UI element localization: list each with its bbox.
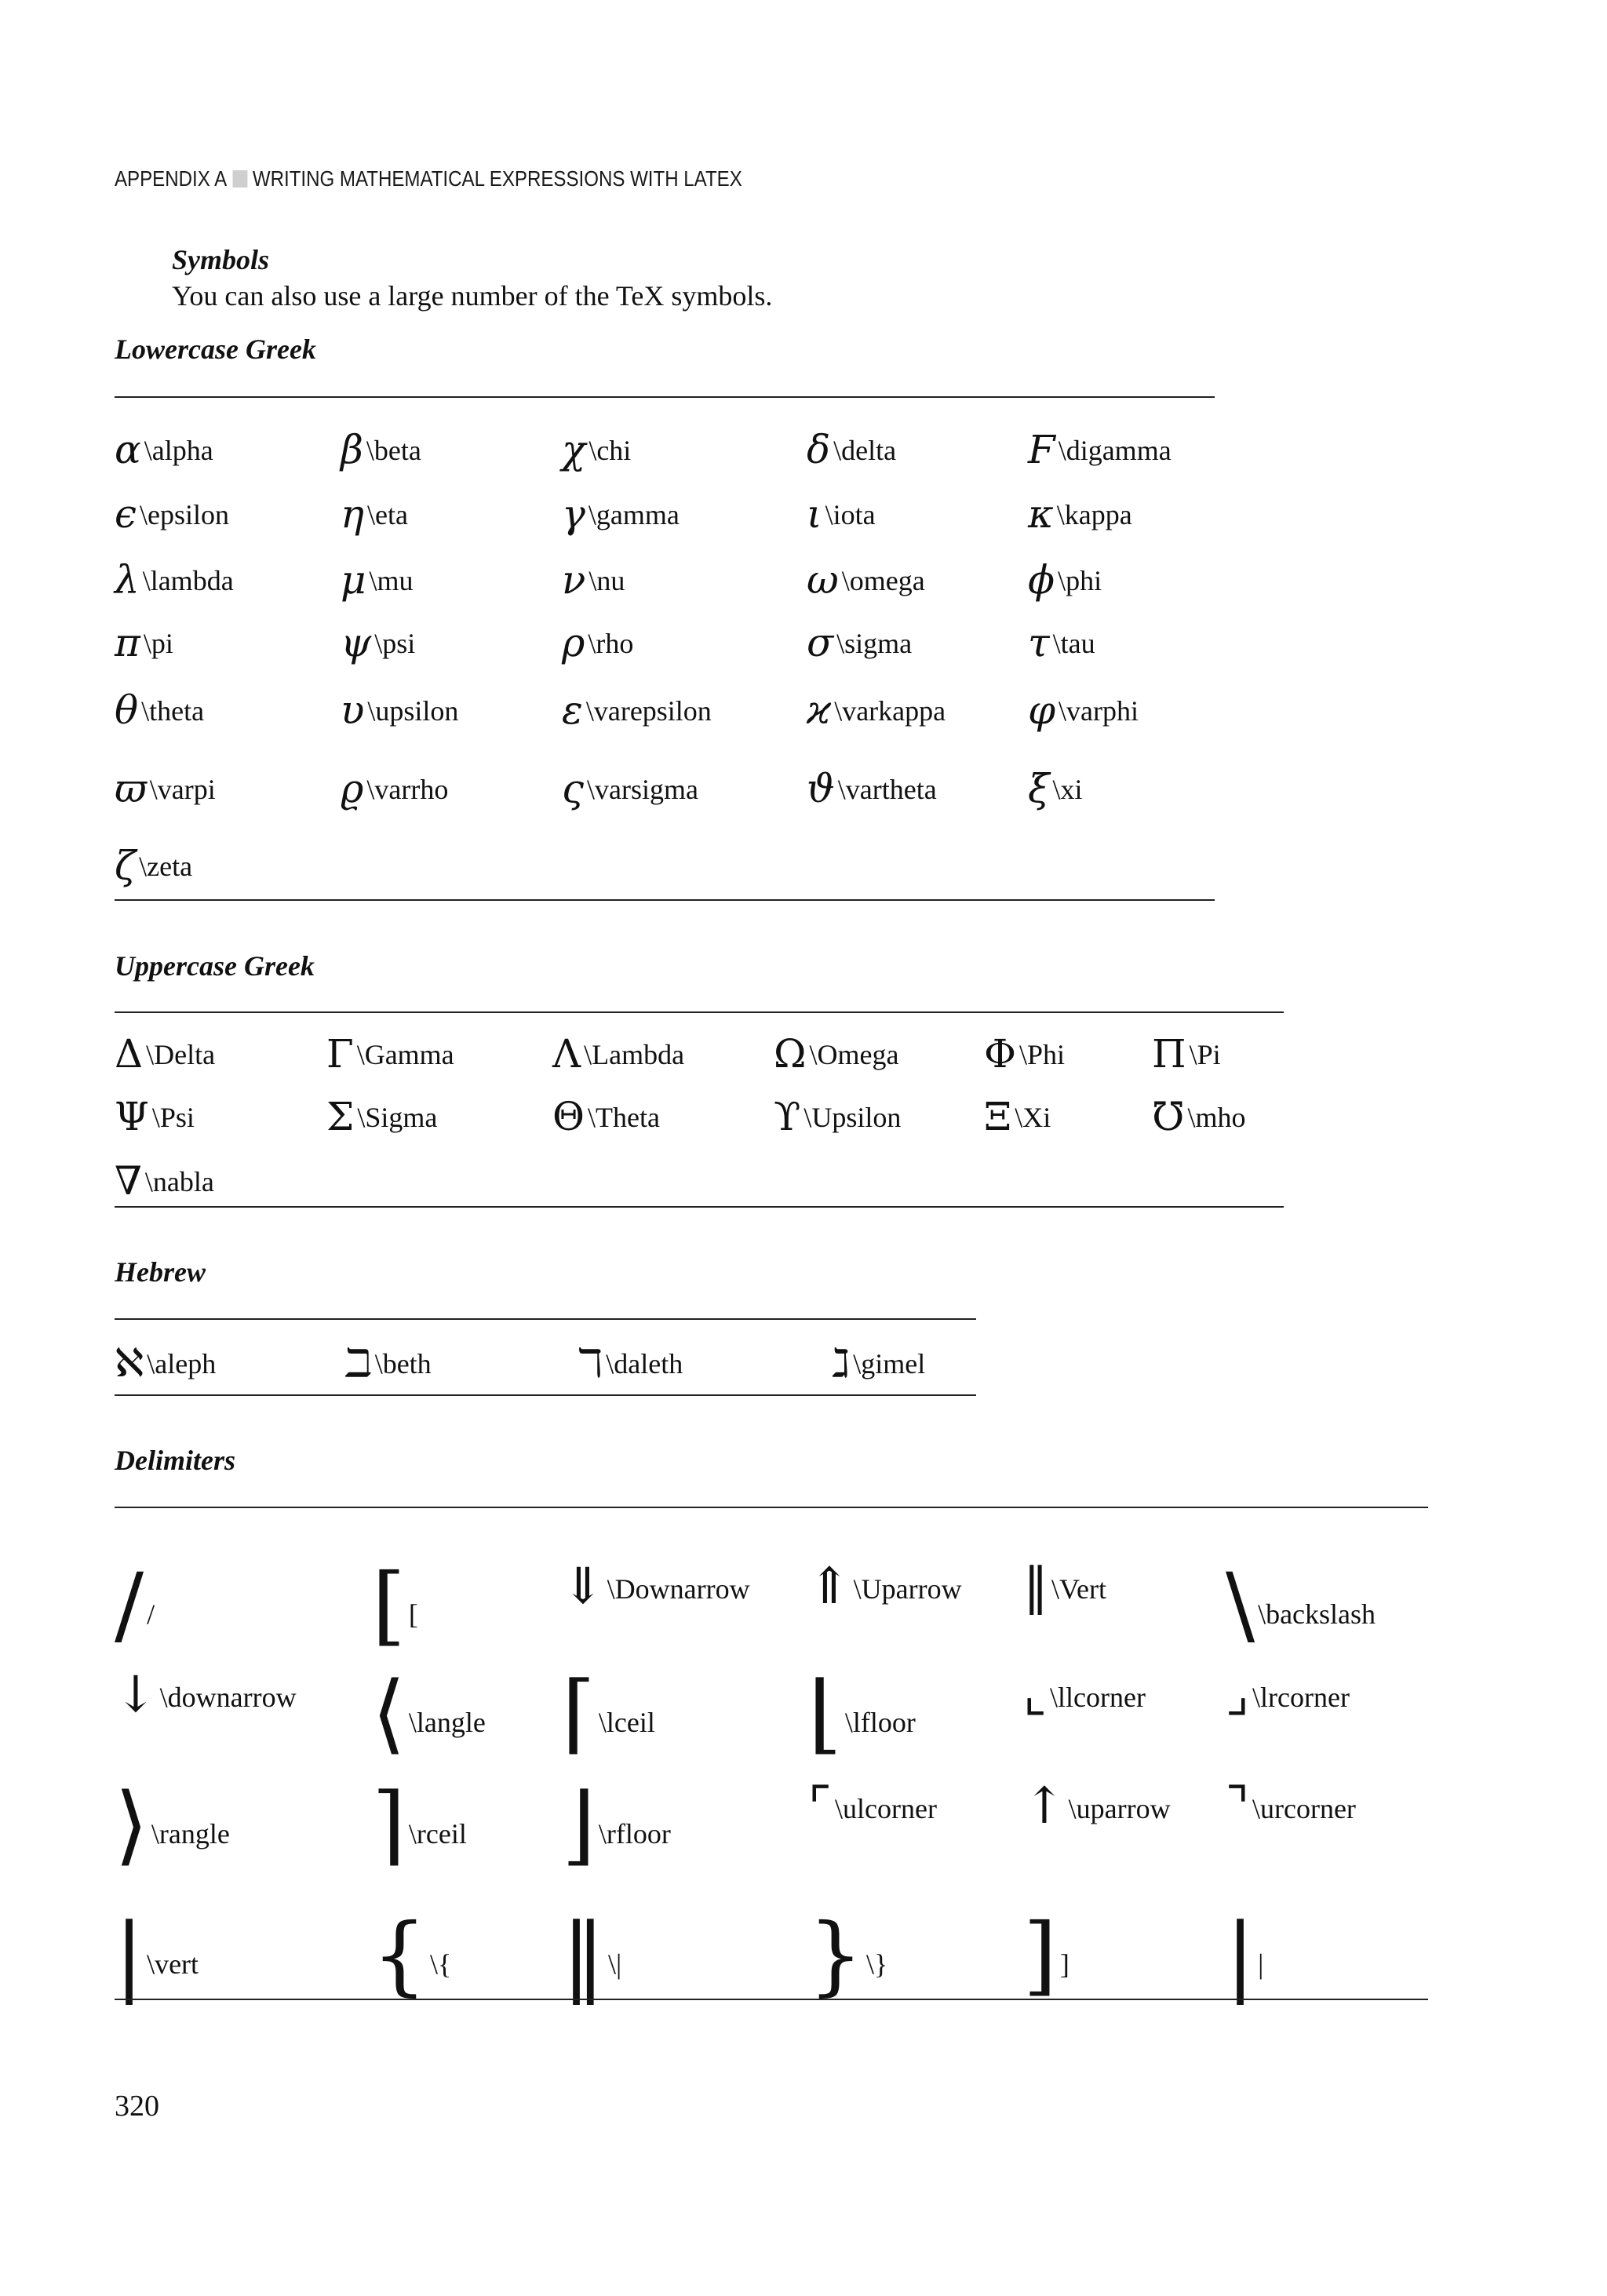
table-title-hebrew: Hebrew [115,1256,206,1288]
symbol-glyph: σ [807,620,834,665]
symbol-command: \mu [369,565,414,596]
symbol-entry [372,1554,418,1655]
symbol-entry [115,687,205,733]
symbol-entry [1226,1666,1350,1724]
symbol-entry [1028,557,1102,603]
symbol-command: \alpha [144,435,213,466]
symbol-glyph: ⌟ [1226,1666,1249,1724]
symbol-entry [808,1558,962,1616]
symbol-glyph: ⇑ [808,1558,851,1616]
symbol-glyph: π [115,620,140,665]
symbol-glyph: ‖ [562,1904,605,2005]
symbol-glyph: Γ [326,1031,354,1077]
symbol-command: \lrcorner [1252,1682,1350,1713]
symbol-glyph: α [115,427,141,472]
symbol-glyph: Σ [326,1094,355,1139]
symbol-glyph: λ [115,557,140,603]
intro-paragraph: You can also use a large number of the TeX symbols. [172,280,773,312]
symbol-entry [1028,491,1132,537]
symbol-command: \pi [143,628,173,659]
symbol-command: \Theta [588,1102,660,1133]
table-top-rule [115,1507,1428,1508]
symbol-command: | [1258,1948,1264,1980]
symbol-entry [1152,1094,1246,1139]
symbol-glyph: Δ [115,1031,144,1077]
symbol-command: / [147,1598,155,1630]
symbol-glyph: ℵ [115,1340,144,1386]
symbol-glyph: ϒ [774,1094,801,1139]
symbol-entry [115,557,234,603]
symbol-entry [341,766,449,811]
symbol-command: \Delta [146,1039,216,1070]
symbol-command: \vartheta [837,774,937,805]
symbol-entry [984,1031,1066,1077]
symbol-command: \rfloor [598,1818,671,1850]
symbol-command: \daleth [606,1348,683,1379]
symbol-command: \nu [589,565,625,596]
symbol-entry [1028,766,1083,811]
symbol-entry [562,491,680,537]
symbol-entry [372,1904,452,2005]
symbol-entry [562,687,712,733]
symbol-command: \Sigma [357,1102,438,1133]
symbol-glyph: ↑ [1023,1777,1066,1835]
symbol-command: \psi [374,628,416,659]
symbol-entry [341,687,459,733]
symbol-command: \varepsilon [585,695,712,727]
symbol-command: \chi [589,435,632,466]
symbol-glyph: Φ [984,1031,1016,1077]
symbol-glyph: ⟨ [372,1663,406,1763]
symbol-glyph: κ [1028,491,1054,537]
symbol-entry [345,1340,432,1386]
symbol-entry [326,1031,454,1077]
symbol-entry [1226,1904,1264,2005]
symbol-entry [341,491,408,537]
symbol-entry [341,557,414,603]
symbol-command: \xi [1052,774,1083,805]
symbol-command: \Lambda [584,1039,685,1070]
symbol-entry [1152,1031,1221,1077]
symbol-glyph: μ [341,557,366,603]
symbol-entry [1023,1777,1171,1835]
symbol-glyph: ξ [1028,766,1050,811]
symbol-glyph: } [808,1904,863,2005]
symbol-command: \eta [366,499,408,530]
symbol-glyph: | [115,1904,144,2005]
symbol-command: \Omega [809,1039,899,1070]
table-bottom-rule [115,1999,1428,2000]
symbol-entry [372,1774,467,1875]
page-number: 320 [115,2090,159,2123]
symbol-glyph: γ [562,491,585,537]
symbol-glyph: ⌊ [808,1663,842,1763]
symbol-command: \ulcorner [835,1793,937,1824]
symbol-entry [774,1094,902,1139]
symbol-glyph: ⌝ [1226,1777,1249,1835]
symbol-entry [562,766,698,811]
symbol-glyph: Λ [552,1031,581,1077]
symbol-glyph: / [115,1554,144,1655]
symbol-entry [562,620,634,665]
symbol-entry [1028,427,1172,472]
symbol-command: \vert [147,1948,199,1980]
symbol-glyph: ψ [341,620,372,665]
symbol-command: \varkappa [834,695,946,727]
symbol-entry [807,687,946,733]
symbol-glyph: τ [1028,620,1050,665]
table-title-lowercase-greek: Lowercase Greek [115,333,316,365]
table-bottom-rule [115,1394,976,1396]
symbol-entry [1023,1666,1146,1724]
symbol-glyph: ⟩ [115,1774,148,1875]
symbol-glyph: φ [1028,687,1056,733]
symbol-entry [115,1666,297,1724]
symbol-glyph: ↓ [115,1666,157,1724]
symbol-command: \lceil [598,1707,655,1738]
symbol-command: \varsigma [587,774,698,805]
symbol-glyph: Π [1152,1031,1186,1077]
symbol-glyph: ϵ [115,491,137,537]
symbol-glyph: ζ [115,843,137,888]
table-bottom-rule [115,899,1215,901]
symbol-glyph: θ [115,687,139,733]
symbol-command: \lfloor [844,1707,916,1738]
symbol-command: \Psi [151,1102,195,1133]
symbol-entry [984,1094,1051,1139]
symbol-command: \| [608,1948,622,1980]
symbol-command: \nabla [144,1166,214,1197]
symbol-command: \varphi [1059,695,1139,727]
symbol-entry [115,427,213,472]
symbol-entry [562,1904,622,2005]
symbol-glyph: ‖ [1023,1558,1048,1616]
symbol-glyph: ι [807,491,822,537]
symbol-command: \gamma [588,499,680,530]
symbol-command: [ [408,1598,418,1630]
symbol-entry [115,620,173,665]
symbol-command: \gimel [853,1348,926,1379]
symbol-glyph: Ϝ [1028,427,1055,472]
symbol-glyph: ⌉ [372,1774,406,1875]
symbol-glyph: ϱ [341,766,364,811]
symbol-glyph: δ [807,427,831,472]
symbol-glyph: ρ [562,620,585,665]
symbol-command: \urcorner [1252,1793,1356,1824]
symbol-command: \Uparrow [853,1573,962,1605]
symbol-glyph: ϕ [1028,557,1055,603]
symbol-glyph: ω [807,557,839,603]
symbol-glyph: { [372,1904,427,2005]
symbol-command: \delta [833,435,897,466]
symbol-entry [115,766,216,811]
symbol-entry [807,557,925,603]
symbol-glyph: ε [562,687,583,733]
symbol-entry [1226,1777,1356,1835]
symbol-entry [552,1094,660,1139]
symbol-entry [562,557,625,603]
symbol-entry [1028,687,1139,733]
symbol-command: \Pi [1189,1039,1221,1070]
symbol-entry [807,427,897,472]
symbol-entry [1023,1558,1106,1616]
symbol-entry [578,1340,683,1386]
symbol-glyph: Θ [552,1094,585,1139]
symbol-entry [807,620,913,665]
symbol-command: \rho [588,628,634,659]
symbol-command: \mho [1187,1102,1246,1133]
symbol-command: \varrho [366,774,449,805]
symbol-entry [562,1774,671,1875]
symbol-command: \omega [841,565,925,596]
symbol-command: \beta [366,435,421,466]
symbol-command: \zeta [139,851,193,882]
symbol-command: \Vert [1051,1573,1106,1605]
header-appendix: APPENDIX A [115,166,228,191]
symbol-command: \Xi [1015,1102,1051,1133]
symbol-command: \Downarrow [607,1573,750,1605]
symbol-glyph: β [341,427,363,472]
symbol-glyph: Ψ [115,1094,149,1139]
symbol-command: \downarrow [159,1682,297,1713]
symbol-command: \uparrow [1068,1793,1171,1824]
symbol-entry [326,1094,438,1139]
symbol-glyph: ϖ [115,766,147,811]
symbol-command: \digamma [1058,435,1172,466]
symbol-command: \lambda [142,565,234,596]
symbol-command: \epsilon [140,499,230,530]
symbol-entry [115,1554,155,1655]
symbol-glyph: υ [341,687,365,733]
symbol-command: \theta [141,695,205,727]
symbol-command: \tau [1052,628,1095,659]
symbol-command: \upsilon [367,695,459,727]
symbol-command: \kappa [1056,499,1132,530]
symbol-entry [1023,1904,1070,2005]
symbol-entry [808,1777,937,1835]
table-title-delimiters: Delimiters [115,1445,235,1476]
symbol-entry [808,1904,888,2005]
symbol-glyph: χ [562,427,586,472]
symbol-glyph: ς [562,766,585,811]
symbol-glyph: \ [1226,1554,1255,1655]
symbol-glyph: ⌞ [1023,1666,1047,1724]
header-chapter-title: WRITING MATHEMATICAL EXPRESSIONS WITH LATEX [252,166,742,191]
table-top-rule [115,1011,1284,1013]
symbol-entry [552,1031,685,1077]
symbol-glyph: [ [372,1554,406,1655]
table-bottom-rule [115,1206,1284,1208]
symbol-entry [832,1340,926,1386]
header-square-icon [232,170,247,188]
table-top-rule [115,396,1215,398]
symbol-command: \varpi [149,774,216,805]
section-heading-symbols: Symbols [172,244,270,275]
symbol-glyph: Ω [774,1031,807,1077]
symbol-command: \aleph [147,1348,217,1379]
symbol-entry [115,1094,195,1139]
symbol-entry [774,1031,899,1077]
symbol-command: \Phi [1019,1039,1066,1070]
symbol-entry [808,1663,916,1763]
symbol-entry [115,1340,217,1386]
symbol-entry [115,1158,214,1204]
symbol-command: \Upsilon [804,1102,902,1133]
symbol-command: \sigma [836,628,913,659]
symbol-command: ] [1059,1948,1070,1980]
symbol-glyph: ℸ [578,1340,603,1386]
symbol-command: \llcorner [1050,1682,1146,1713]
symbol-entry [115,1031,216,1077]
symbol-glyph: | [1226,1904,1255,2005]
symbol-command: \{ [430,1948,452,1980]
symbol-entry [1226,1554,1376,1655]
symbol-command: \iota [825,499,876,530]
symbol-entry [115,1774,230,1875]
symbol-command: \} [866,1948,888,1980]
symbol-glyph: ϰ [807,687,832,733]
symbol-entry [341,620,416,665]
symbol-entry [807,766,937,811]
symbol-glyph: ν [562,557,586,603]
symbol-command: \Gamma [356,1039,454,1070]
symbol-entry [562,1663,655,1763]
symbol-glyph: ℶ [345,1340,372,1386]
symbol-glyph: ℧ [1152,1094,1185,1139]
symbol-command: \rangle [151,1818,230,1850]
symbol-command: \beth [374,1348,432,1379]
symbol-entry [341,427,421,472]
symbol-entry [562,427,632,472]
table-title-uppercase-greek: Uppercase Greek [115,950,315,982]
symbol-glyph: ⌜ [808,1777,832,1835]
symbol-glyph: Ξ [984,1094,1012,1139]
symbol-glyph: ℷ [832,1340,851,1386]
symbol-command: \langle [408,1707,486,1738]
symbol-entry [115,491,230,537]
symbol-glyph: η [341,491,364,537]
symbol-glyph: ϑ [807,766,835,811]
symbol-entry [562,1558,750,1616]
symbol-command: \phi [1058,565,1102,596]
symbol-command: \rceil [408,1818,467,1850]
symbol-command: \backslash [1258,1598,1376,1630]
symbol-entry [115,1904,199,2005]
symbol-glyph: ⇓ [562,1558,604,1616]
symbol-glyph: ∇ [115,1158,142,1204]
symbol-entry [1028,620,1095,665]
symbol-entry [807,491,876,537]
symbol-glyph: ⌋ [562,1774,596,1875]
running-header [115,166,742,191]
symbol-entry [115,843,193,888]
table-top-rule [115,1318,976,1320]
symbol-entry [372,1663,486,1763]
symbol-glyph: ] [1023,1904,1057,2005]
symbol-glyph: ⌈ [562,1663,596,1763]
